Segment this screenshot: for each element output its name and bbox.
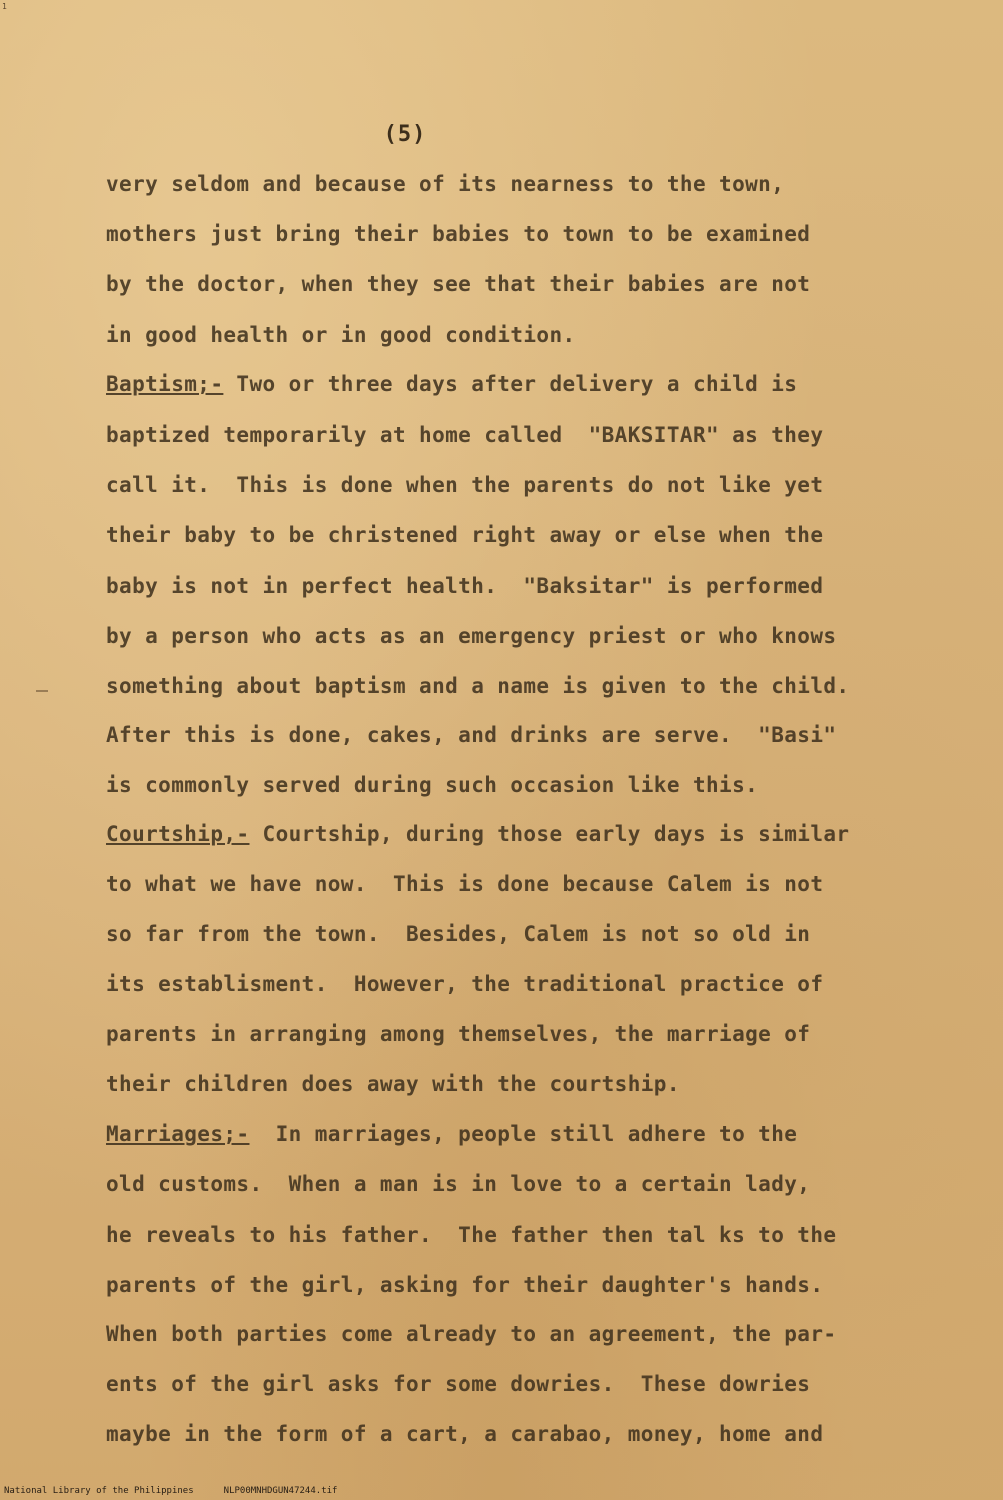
text-line: in good health or in good condition. [106,323,576,347]
section-heading-marriages: Marriages;- [106,1122,250,1146]
page-number: (5) [383,122,427,147]
text-line: by a person who acts as an emergency priest or who knows [106,624,837,648]
text-line: call it. This is done when the parents do not like yet [106,473,824,497]
scan-footer [4,1486,367,1496]
text-line: old customs. When a man is in love to a certain lady, [106,1172,811,1196]
text-line: their baby to be christened right away or else when the [106,523,824,547]
text-line [106,820,849,848]
text-line: so far from the town. Besides, Calem is not so old in [106,922,811,946]
text-line: ents of the girl asks for some dowries. These dowries [106,1372,811,1396]
text-line: to what we have now. This is done because Calem is not [106,872,824,896]
text-line: parents of the girl, asking for their daughter's hands. [106,1273,824,1297]
text-line: After this is done, cakes, and drinks are serve. "Basi" [106,723,837,747]
text-line: baby is not in perfect health. "Baksitar" is performed [106,574,824,598]
text-fragment: Two or three days after delivery a child is [223,372,798,396]
footer-filename: NLP00MNHDGUN47244.tif [223,1486,338,1496]
text-line: is commonly served during such occasion like this. [106,773,759,797]
text-line: something about baptism and a name is given to the child. [106,674,850,698]
text-fragment: In marriages, people still adhere to the [249,1122,798,1146]
section-heading-baptism: Baptism;- [106,372,224,396]
text-line [106,1120,797,1148]
text-line: When both parties come already to an agreement, the par- [106,1322,837,1346]
text-line [106,370,797,398]
text-line: its establisment. However, the traditional practice of [106,972,824,996]
text-line: very seldom and because of its nearness to the town, [106,172,785,196]
text-line: baptized temporarily at home called "BAKSITAR" as they [106,423,824,447]
text-line: their children does away with the courtship. [106,1072,680,1096]
footer-library: National Library of the Philippines [4,1486,194,1496]
text-fragment: Courtship, during those early days is similar [249,822,850,846]
corner-mark: 1 [2,2,7,11]
text-line: maybe in the form of a cart, a carabao, money, home and [106,1422,824,1446]
text-line: mothers just bring their babies to town to be examined [106,222,811,246]
text-line: parents in arranging among themselves, the marriage of [106,1022,811,1046]
text-line: by the doctor, when they see that their babies are not [106,272,811,296]
text-line: he reveals to his father. The father then tal ks to the [106,1223,837,1247]
section-heading-courtship: Courtship,- [106,822,250,846]
margin-mark [36,690,48,692]
